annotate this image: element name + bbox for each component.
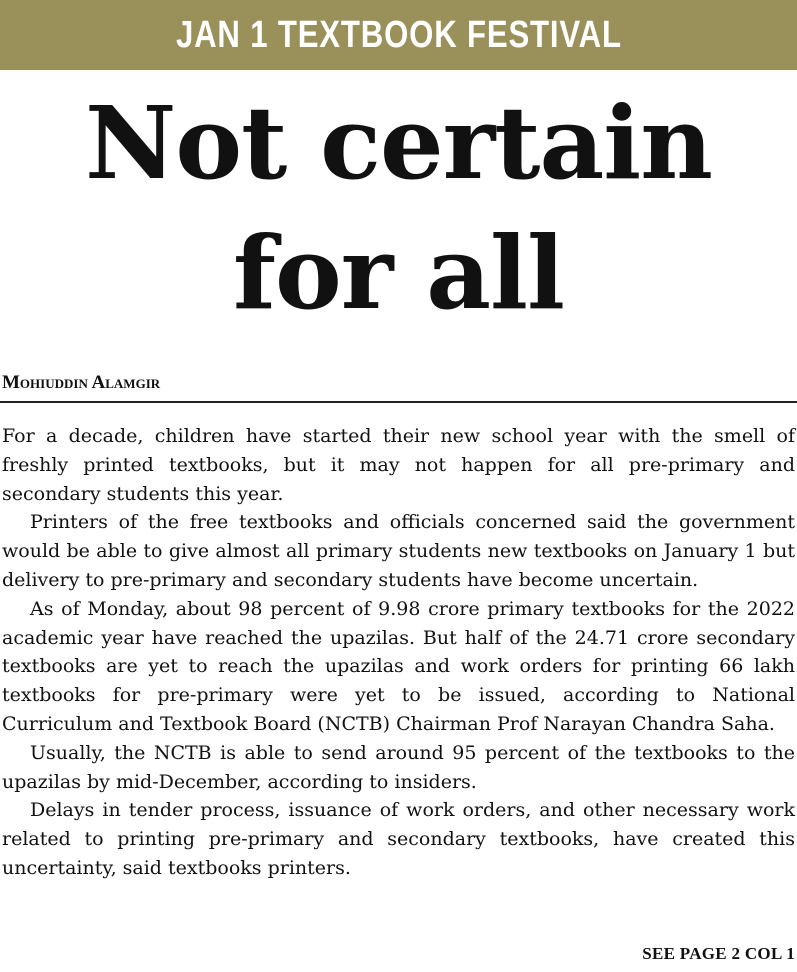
- headline: [0, 78, 797, 338]
- headline-line-2: for all: [233, 214, 564, 332]
- article-paragraph-3: As of Monday, about 98 percent of 9.98 crore primary textbooks for the 2022 academic year have reached the upazilas. But half of the 24.71 crore secondary textbooks are yet to reach the upazilas and work orders for printing 66 lakh textbooks for pre-primary were yet to be issued, according to National Curriculum and Textbook Board (NCTB) Chairman Prof Narayan Chandra Saha.: [2, 597, 795, 735]
- article-paragraph-2: Printers of the free textbooks and officials concerned said the government would be able to give almost all primary students new textbooks on January 1 but delivery to pre-primary and secondary students have become uncertain.: [2, 511, 795, 591]
- article-paragraph-5: Delays in tender process, issuance of work orders, and other necessary work related to printing pre-primary and secondary textbooks, have created this uncertainty, said textbooks printers.: [2, 799, 795, 879]
- article-paragraph-1: For a decade, children have started their new school year with the smell of freshly printed textbooks, but it may not happen for all pre-primary and secondary students this year.: [2, 425, 795, 505]
- byline: Mohiuddin Alamgir: [2, 372, 161, 393]
- headline-line-1: Not certain: [85, 84, 712, 202]
- article-body: [2, 422, 795, 883]
- section-banner: [0, 0, 797, 70]
- byline-divider: [0, 401, 797, 403]
- section-banner-label: JAN 1 TEXTBOOK FESTIVAL: [175, 13, 622, 56]
- article-paragraph-4: Usually, the NCTB is able to send around 95 percent of the textbooks to the upazilas by mid-December, according to insiders.: [2, 741, 795, 793]
- continued-on-page: SEE PAGE 2 COL 1: [642, 944, 795, 963]
